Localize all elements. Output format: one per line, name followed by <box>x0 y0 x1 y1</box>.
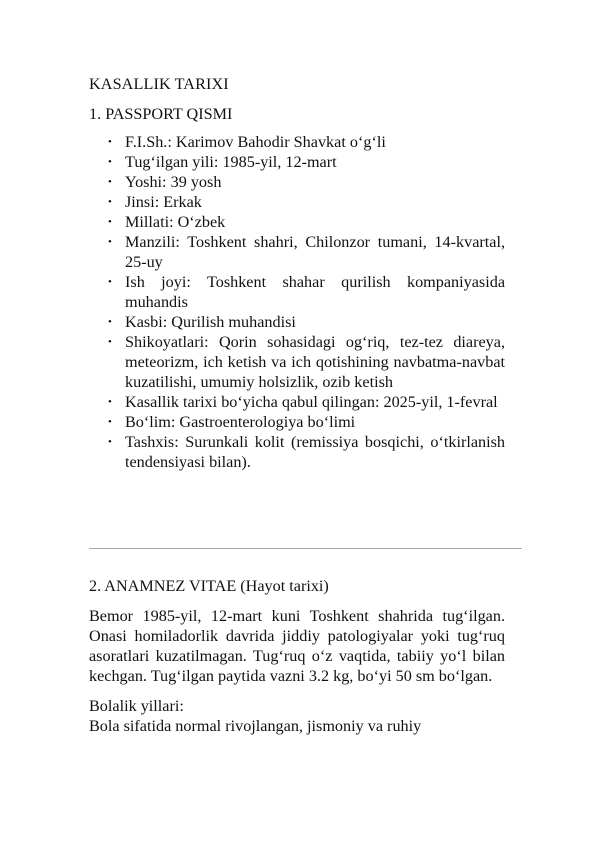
list-item-text: Ish joyi: Toshkent shahar qurilish kompaniyasida muhandis <box>125 273 505 311</box>
section-heading-anamnesis: 2. ANAMNEZ VITAE (Hayot tarixi) <box>89 577 329 595</box>
bullet-icon: • <box>108 196 112 208</box>
list-item <box>89 272 505 312</box>
bullet-icon: • <box>108 316 112 328</box>
list-item <box>89 312 505 332</box>
list-item-text: Manzili: Toshkent shahri, Chilonzor tumani, 14-kvartal, 25-uy <box>125 233 505 271</box>
list-item <box>89 232 505 272</box>
list-item <box>89 152 505 172</box>
document-title: KASALLIK TARIXI <box>89 75 229 93</box>
list-item-text: F.I.Sh.: Karimov Bahodir Shavkat o‘g‘li <box>125 133 386 151</box>
list-item-text: Bo‘lim: Gastroenterologiya bo‘limi <box>125 413 356 431</box>
section-divider <box>89 548 522 549</box>
bullet-icon: • <box>108 216 112 228</box>
document-body <box>89 74 505 472</box>
list-item <box>89 412 505 432</box>
bullet-icon: • <box>108 396 112 408</box>
list-item-text: Shikoyatlari: Qorin sohasidagi og‘riq, tez-tez diareya, meteorizm, ich ketish va ich qotishining navbatma-navbat kuzatilishi, umumiy holsizlik, ozib ketish <box>125 333 505 391</box>
list-item-text: Yoshi: 39 yosh <box>125 173 222 191</box>
childhood-label: Bolalik yillari: <box>89 697 184 715</box>
anamnesis-paragraph: Bemor 1985-yil, 12-mart kuni Toshkent shahrida tug‘ilgan. Onasi homiladorlik davrida jiddiy patologiyalar yoki tug‘ruq asoratlari kuzatilmagan. Tug‘ruq o‘z vaqtida, tabiiy yo‘l bilan kechgan. Tug‘ilgan paytida vazni 3.2 kg, bo‘yi 50 sm bo‘lgan. <box>89 607 505 685</box>
bullet-icon: • <box>108 176 112 188</box>
list-item <box>89 192 505 212</box>
list-item-text: Jinsi: Erkak <box>125 193 202 211</box>
bullet-icon: • <box>108 336 112 348</box>
bullet-icon: • <box>108 136 112 148</box>
bullet-icon: • <box>108 276 112 288</box>
list-item <box>89 132 505 152</box>
list-item <box>89 212 505 232</box>
list-item <box>89 332 505 392</box>
passport-list <box>89 132 505 472</box>
list-item <box>89 172 505 192</box>
bullet-icon: • <box>108 156 112 168</box>
list-item-text: Millati: O‘zbek <box>125 213 226 231</box>
childhood-paragraph: Bola sifatida normal rivojlangan, jismoniy va ruhiy <box>89 717 422 735</box>
list-item-text: Tashxis: Surunkali kolit (remissiya bosqichi, o‘tkirlanish tendensiyasi bilan). <box>125 433 505 471</box>
list-item <box>89 392 505 412</box>
list-item-text: Kasallik tarixi bo‘yicha qabul qilingan: 2025-yil, 1-fevral <box>125 393 498 411</box>
list-item-text: Tug‘ilgan yili: 1985-yil, 12-mart <box>125 153 337 171</box>
bullet-icon: • <box>108 416 112 428</box>
list-item-text: Kasbi: Qurilish muhandisi <box>125 313 296 331</box>
section-heading-passport: 1. PASSPORT QISMI <box>89 105 233 123</box>
list-item <box>89 432 505 472</box>
anamnesis-section <box>89 576 505 736</box>
bullet-icon: • <box>108 236 112 248</box>
bullet-icon: • <box>108 436 112 448</box>
